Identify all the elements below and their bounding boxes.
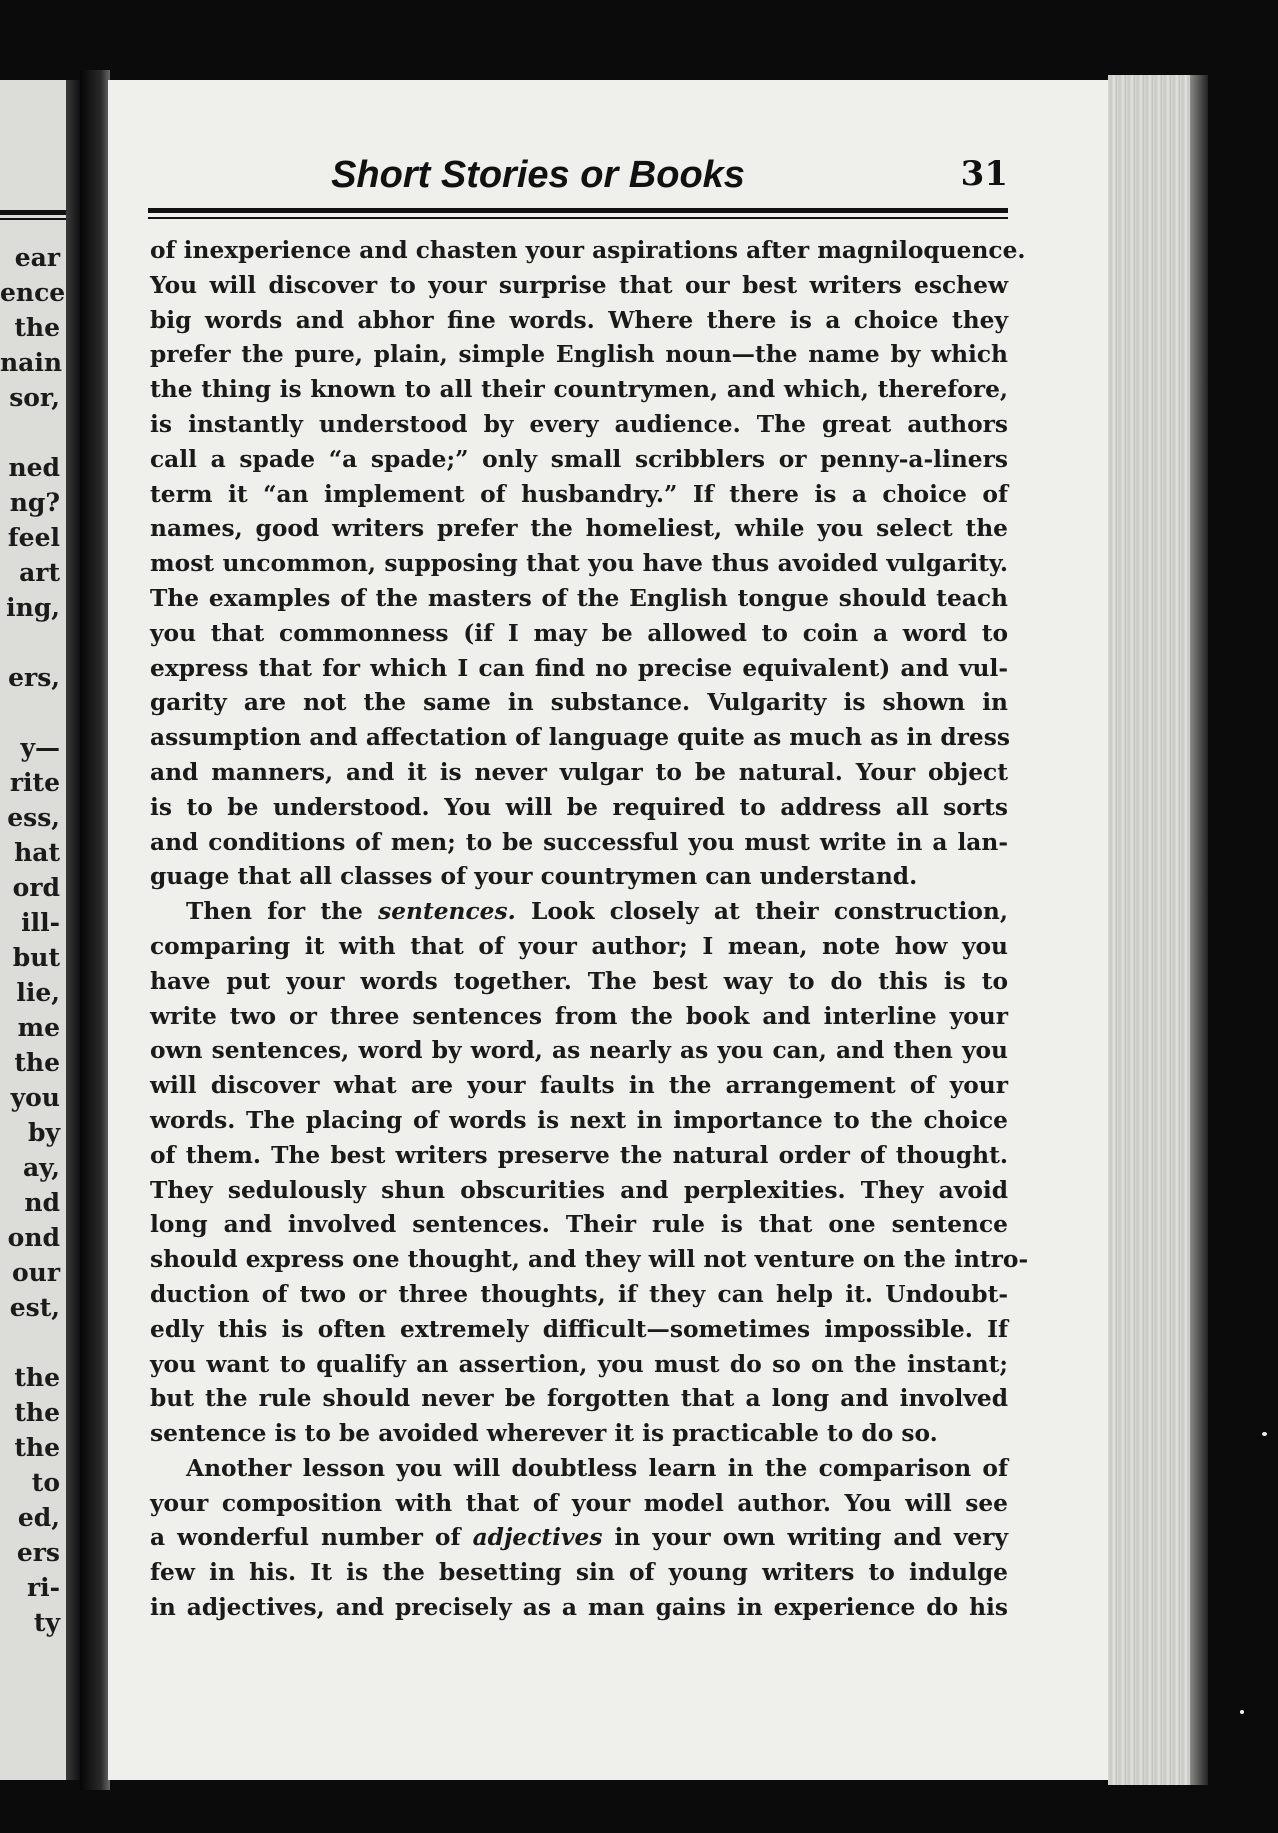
facing-page-fragment-word: nd [24, 1188, 60, 1217]
scan-speck [1262, 1432, 1267, 1436]
facing-page-fragment-word: the [14, 313, 60, 342]
text-line [150, 895, 1008, 930]
book-page [108, 80, 1108, 1780]
text-line: few in his. It is the besetting sin of young writers to indulge [150, 1559, 1008, 1587]
facing-page-fragment-word: y— [20, 733, 60, 762]
text-line: you that commonness (if I may be allowed to coin a word to [150, 619, 1008, 647]
book-binding [80, 70, 110, 1790]
paragraph-2 [150, 895, 1029, 1452]
facing-page-fragment-word: ond [7, 1223, 60, 1252]
scan-speck [1240, 1710, 1244, 1714]
facing-page-fragment-word: est, [9, 1293, 60, 1322]
facing-page-fragment-word: ned [8, 453, 60, 482]
facing-page-fragment-word: ng? [9, 488, 60, 517]
header-rule [148, 208, 1008, 213]
text-line: in adjectives, and precisely as a man gains in experience do his [150, 1594, 1008, 1622]
text-span: Then for the [186, 898, 379, 926]
facing-page-fragment-word: art [19, 558, 60, 587]
page-stack-shadow [1190, 75, 1208, 1785]
facing-page-fragment [0, 80, 80, 1780]
text-line: words. The placing of words is next in importance to the choice [150, 1106, 1008, 1134]
facing-page-fragment-word: ess, [7, 803, 60, 832]
text-line: your composition with that of your model author. You will see [150, 1489, 1008, 1517]
facing-page-fragment-word [0, 415, 60, 450]
running-title: Short Stories or Books [331, 154, 745, 196]
facing-page-fragment-word: you [10, 1083, 60, 1112]
italic-term: adjectives [472, 1524, 603, 1552]
facing-page-fragment-word [0, 695, 60, 730]
text-line: big words and abhor fine words. Where there is a choice they [150, 306, 1008, 334]
text-line: garity are not the same in substance. Vulgarity is shown in [150, 689, 1008, 717]
text-line: sentence is to be avoided wherever it is practicable to do so. [150, 1420, 938, 1448]
facing-page-fragment-word: ed, [17, 1503, 60, 1532]
text-line: but the rule should never be forgotten that a long and involved [150, 1385, 1008, 1413]
facing-page-fragment-word: by [27, 1118, 60, 1147]
facing-page-fragment-word: ing, [6, 593, 60, 622]
facing-page-fragment-word: ay, [22, 1153, 60, 1182]
facing-page-fragment-word: nain [0, 348, 63, 377]
italic-term: sentences. [378, 898, 516, 926]
text-line: You will discover to your surprise that our best writers eschew [150, 271, 1008, 299]
text-line: comparing it with that of your author; I mean, note how you [150, 932, 1008, 960]
facing-page-fragment-word: ord [12, 873, 60, 902]
facing-page-fragment-word: ers, [8, 663, 60, 692]
text-line: the thing is known to all their countrymen, and which, therefore, [150, 376, 1008, 404]
facing-page-fragment-word: the [14, 1433, 60, 1462]
facing-page-fragment-word: hat [14, 838, 60, 867]
facing-page-fragment-word: ence [0, 278, 66, 307]
text-line: express that for which I can find no precise equivalent) and vul- [150, 654, 1008, 682]
page-header [148, 152, 1048, 212]
header-rule-thin [148, 217, 1008, 219]
facing-page-fragment-word [0, 625, 60, 660]
text-line: The examples of the masters of the English tongue should teach [150, 584, 1008, 612]
facing-page-rule [0, 210, 66, 215]
text-line [150, 1521, 1008, 1556]
text-span: in your own writing and very [602, 1524, 1008, 1552]
facing-page-fragment-word: ty [33, 1608, 60, 1637]
text-line: long and involved sentences. Their rule is that one sentence [150, 1211, 1008, 1239]
page-number: 31 [960, 154, 1008, 194]
facing-page-fragment-word: ers [16, 1538, 60, 1567]
text-line: They sedulously shun obscurities and perplexities. They avoid [150, 1176, 1008, 1204]
text-line: of them. The best writers preserve the natural order of thought. [150, 1141, 1008, 1169]
facing-page-fragment-word: our [11, 1258, 60, 1287]
facing-page-fragment-word [0, 1325, 60, 1360]
text-line: most uncommon, supposing that you have thus avoided vulgarity. [150, 550, 1008, 578]
facing-page-fragment-word: ri- [26, 1573, 60, 1602]
text-line: will discover what are your faults in the arrangement of your [150, 1072, 1008, 1100]
text-line: edly this is often extremely difficult—sometimes impossible. If [150, 1315, 1008, 1343]
facing-page-fragment-word: the [14, 1363, 60, 1392]
text-line: Another lesson you will doubtless learn in the comparison of [186, 1454, 1008, 1482]
text-line: is to be understood. You will be required to address all sorts [150, 793, 1008, 821]
text-line: duction of two or three thoughts, if they can help it. Undoubt- [150, 1280, 1008, 1308]
text-line: should express one thought, and they will not venture on the intro- [150, 1246, 1029, 1274]
facing-page-word-fragments [0, 240, 66, 1640]
text-line: own sentences, word by word, as nearly as you can, and then you [150, 1037, 1008, 1065]
body-text [150, 234, 1029, 1626]
facing-page-fragment-word: but [12, 943, 60, 972]
text-line: have put your words together. The best way to do this is to [150, 967, 1008, 995]
facing-page-fragment-word: sor, [9, 383, 60, 412]
facing-page-fragment-word: feel [7, 523, 60, 552]
text-line: term it “an implement of husbandry.” If there is a choice of [150, 480, 1008, 508]
paragraph-3 [150, 1452, 1008, 1626]
facing-page-fragment-word: rite [9, 768, 60, 797]
facing-page-fragment-word: lie, [16, 978, 60, 1007]
page-stack-edge [1108, 75, 1203, 1785]
facing-page-fragment-word: to [31, 1468, 60, 1497]
text-line: of inexperience and chasten your aspirations after magniloquence. [150, 237, 1026, 264]
facing-page-fragment-word: me [17, 1013, 60, 1042]
facing-page-fragment-word: the [14, 1048, 60, 1077]
text-line: guage that all classes of your countrymen can understand. [150, 863, 918, 891]
text-line: you want to qualify an assertion, you must do so on the instant; [150, 1350, 1008, 1378]
facing-page-fragment-word: ill- [21, 908, 60, 937]
facing-page-fragment-word: ear [14, 243, 60, 272]
text-line: write two or three sentences from the book and interline your [150, 1002, 1008, 1030]
text-line: prefer the pure, plain, simple English noun—the name by which [150, 341, 1008, 369]
text-span: a wonderful number of [150, 1524, 473, 1552]
paragraph-1 [150, 234, 1026, 895]
facing-page-fragment-word: the [14, 1398, 60, 1427]
facing-page-rule-thin [0, 218, 66, 220]
text-line: assumption and affectation of language quite as much as in dress [150, 724, 1010, 752]
gutter-shadow [66, 80, 80, 1780]
text-span: Look closely at their construction, [515, 898, 1008, 926]
text-line: is instantly understood by every audience. The great authors [150, 410, 1008, 438]
text-line: and manners, and it is never vulgar to be natural. Your object [150, 758, 1008, 786]
text-line: call a spade “a spade;” only small scribblers or penny-a-liners [150, 445, 1008, 473]
text-line: and conditions of men; to be successful you must write in a lan- [150, 828, 1008, 856]
text-line: names, good writers prefer the homeliest, while you select the [150, 515, 1008, 543]
